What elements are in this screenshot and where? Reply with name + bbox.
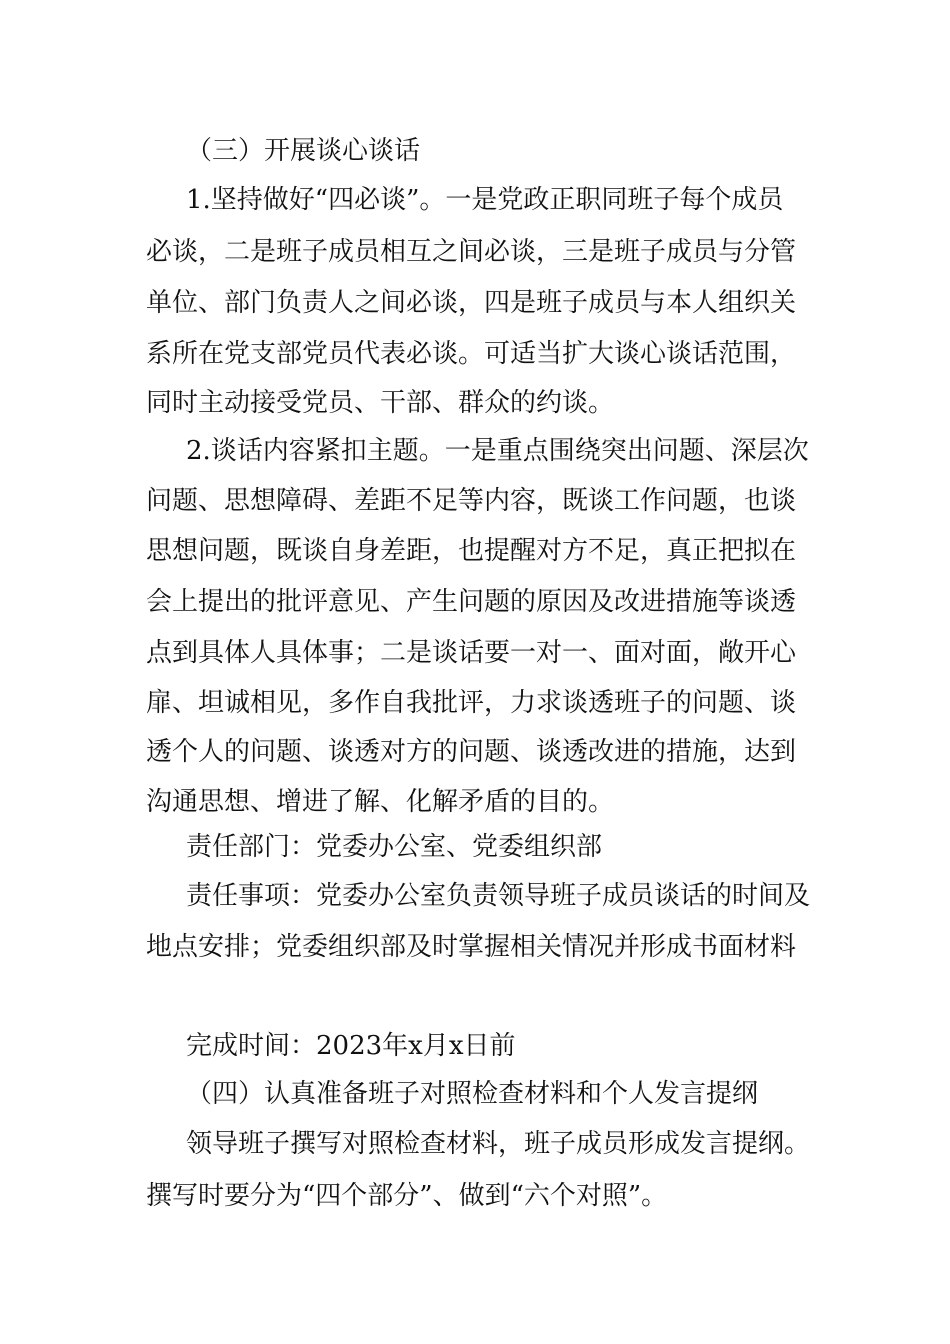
para2-line-5: 点到具体人具体事；二是谈话要一对一、面对面，敞开心: [146, 638, 797, 668]
para1-line-5: 同时主动接受党员、干部、群众的约谈。: [146, 388, 615, 418]
para2-line-8: 沟通思想、增进了解、化解矛盾的目的。: [146, 787, 615, 817]
section-3-heading: （三）开展谈心谈话: [186, 136, 421, 166]
para2-line-4: 会上提出的批评意见、产生问题的原因及改进措施等谈透: [146, 587, 797, 617]
responsible-department: 责任部门：党委办公室、党委组织部: [186, 832, 603, 862]
para1-line-2: 必谈，二是班子成员相互之间必谈，三是班子成员与分管: [146, 237, 797, 267]
para1-line-1: 1.坚持做好“四必谈”。一是党政正职同班子每个成员: [186, 185, 784, 215]
para3-line-1: 领导班子撰写对照检查材料，班子成员形成发言提纲。: [186, 1129, 811, 1159]
responsible-items-line-2: 地点安排；党委组织部及时掌握相关情况并形成书面材料: [146, 932, 797, 962]
completion-time: 完成时间：2023年x月x日前: [186, 1031, 516, 1061]
para2-line-1: 2.谈话内容紧扣主题。一是重点围绕突出问题、深层次: [186, 436, 809, 466]
para2-line-2: 问题、思想障碍、差距不足等内容，既谈工作问题，也谈: [146, 486, 797, 516]
section-4-heading: （四）认真准备班子对照检查材料和个人发言提纲: [186, 1079, 759, 1109]
para1-line-3: 单位、部门负责人之间必谈，四是班子成员与本人组织关: [146, 288, 797, 318]
para3-line-2: 撰写时要分为“四个部分”、做到“六个对照”。: [146, 1181, 668, 1211]
para2-line-7: 透个人的问题、谈透对方的问题、谈透改进的措施，达到: [146, 737, 797, 767]
para1-line-4: 系所在党支部党员代表必谈。可适当扩大谈心谈话范围，: [146, 339, 797, 369]
responsible-items-line-1: 责任事项：党委办公室负责领导班子成员谈话的时间及: [186, 881, 811, 911]
para2-line-3: 思想问题，既谈自身差距，也提醒对方不足，真正把拟在: [146, 536, 797, 566]
para2-line-6: 扉、坦诚相见，多作自我批评，力求谈透班子的问题、谈: [146, 688, 797, 718]
